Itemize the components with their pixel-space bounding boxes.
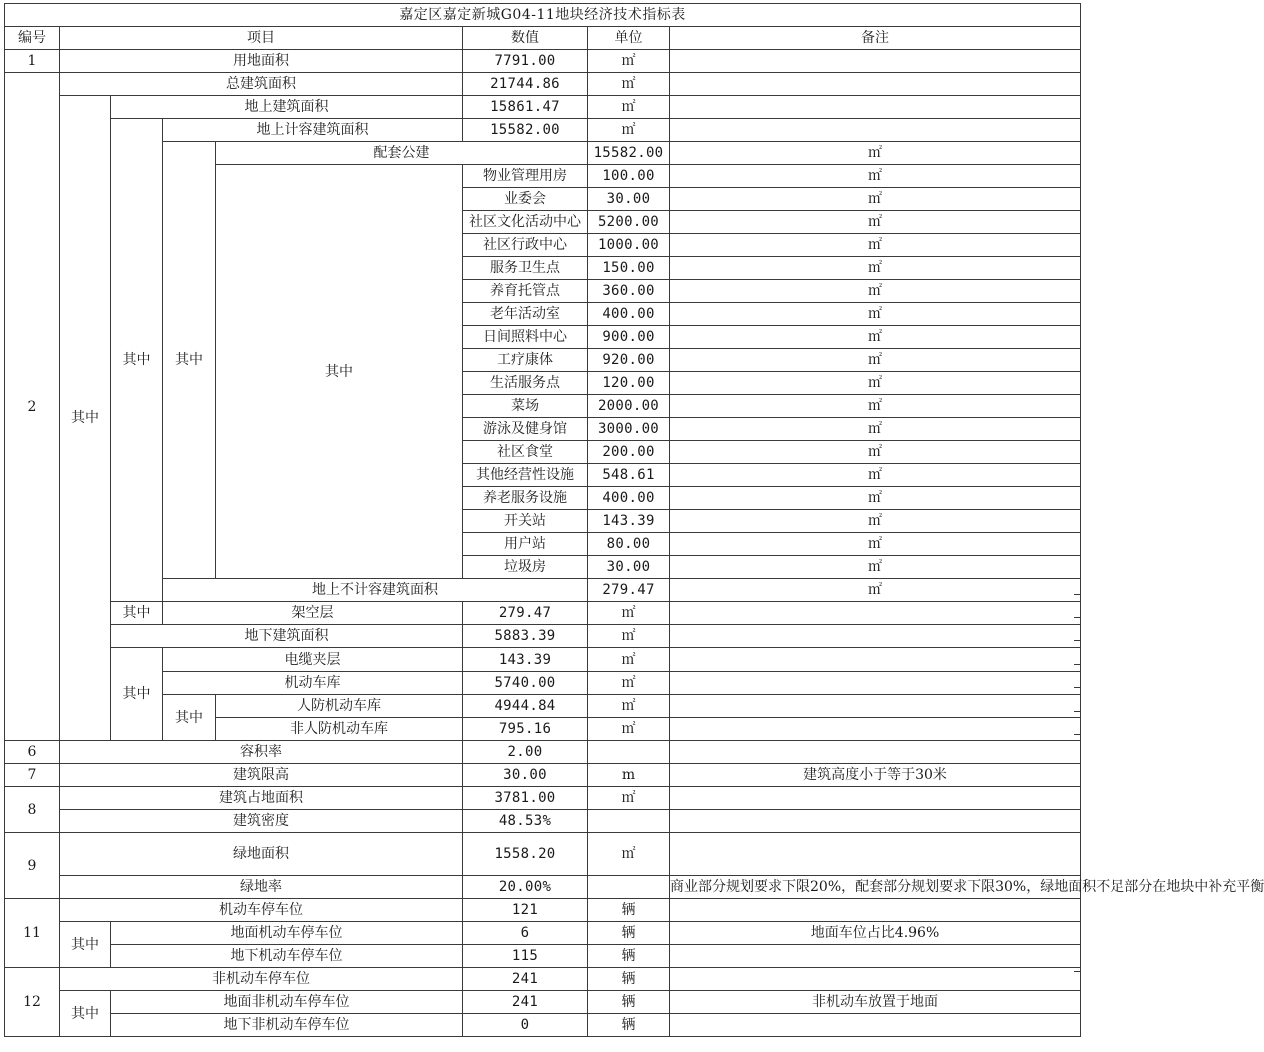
row-value: 3000.00 <box>588 418 670 441</box>
row-note <box>670 73 1081 96</box>
row-value: 1558.20 <box>463 833 588 876</box>
row-item: 用户站 <box>463 533 588 556</box>
group-label: 其中 <box>163 142 216 579</box>
row-unit: ㎡ <box>588 96 670 119</box>
row-item: 地面机动车停车位 <box>111 922 463 945</box>
row-unit: ㎡ <box>670 533 1081 556</box>
row-item: 地下非机动车停车位 <box>111 1014 463 1037</box>
row-item: 垃圾房 <box>463 556 588 579</box>
row-unit: 辆 <box>588 945 670 968</box>
row-unit: 辆 <box>588 1014 670 1037</box>
row-value: 548.61 <box>588 464 670 487</box>
row-value: 795.16 <box>463 718 588 741</box>
row-unit: ㎡ <box>588 833 670 876</box>
row-unit: 辆 <box>588 922 670 945</box>
table-row <box>5 876 1081 899</box>
row-value: 30.00 <box>463 764 588 787</box>
table-body <box>5 4 1264 1037</box>
row-note: 地面车位占比4.96% <box>670 922 1081 945</box>
row-unit: ㎡ <box>670 441 1081 464</box>
row-note <box>670 810 1081 833</box>
sheet-edge-mark <box>1074 617 1080 618</box>
row-note: 建筑高度小于等于30米 <box>670 764 1081 787</box>
row-no: 8 <box>5 787 60 833</box>
row-value: 115 <box>463 945 588 968</box>
row-note: 非机动车放置于地面 <box>670 991 1081 1014</box>
row-note <box>670 741 1081 764</box>
group-label: 其中 <box>60 922 111 968</box>
row-note <box>670 968 1081 991</box>
row-unit: ㎡ <box>670 418 1081 441</box>
row-value: 15582.00 <box>588 142 670 165</box>
header-value: 数值 <box>463 27 588 50</box>
row-unit: ㎡ <box>588 50 670 73</box>
row-unit: ㎡ <box>588 787 670 810</box>
row-value: 80.00 <box>588 533 670 556</box>
row-item: 社区食堂 <box>463 441 588 464</box>
row-value: 21744.86 <box>463 73 588 96</box>
row-value: 400.00 <box>588 303 670 326</box>
row-note <box>670 602 1081 625</box>
row-item: 地下机动车停车位 <box>111 945 463 968</box>
row-unit: ㎡ <box>588 718 670 741</box>
row-note <box>670 945 1081 968</box>
row-note <box>670 718 1081 741</box>
table-row <box>5 922 1081 945</box>
row-item: 架空层 <box>163 602 463 625</box>
row-value: 900.00 <box>588 326 670 349</box>
row-item: 社区文化活动中心 <box>463 211 588 234</box>
row-item: 业委会 <box>463 188 588 211</box>
table-row <box>5 764 1081 787</box>
row-unit: ㎡ <box>670 142 1081 165</box>
table-row <box>5 73 1081 96</box>
row-item: 电缆夹层 <box>163 648 463 672</box>
row-item: 菜场 <box>463 395 588 418</box>
row-unit: 辆 <box>588 899 670 922</box>
row-item: 建筑密度 <box>60 810 463 833</box>
row-value: 241 <box>463 968 588 991</box>
row-note <box>670 119 1081 142</box>
row-value: 5883.39 <box>463 625 588 648</box>
group-label: 其中 <box>111 119 163 602</box>
row-unit: ㎡ <box>670 349 1081 372</box>
row-unit: 辆 <box>588 991 670 1014</box>
row-value: 200.00 <box>588 441 670 464</box>
table-row <box>5 625 1081 648</box>
sheet-edge-mark <box>1074 734 1080 735</box>
table-row <box>5 579 1081 602</box>
row-unit: ㎡ <box>670 165 1081 188</box>
row-value: 121 <box>463 899 588 922</box>
row-item: 人防机动车库 <box>216 695 463 718</box>
row-note <box>670 648 1081 672</box>
row-unit: ㎡ <box>670 510 1081 533</box>
group-label: 其中 <box>60 991 111 1037</box>
row-unit: ㎡ <box>670 579 1081 602</box>
row-value: 20.00% <box>463 876 588 899</box>
table-row <box>5 142 1081 165</box>
row-unit: ㎡ <box>670 211 1081 234</box>
row-value: 2.00 <box>463 741 588 764</box>
row-unit: ㎡ <box>670 280 1081 303</box>
row-value: 279.47 <box>588 579 670 602</box>
row-unit: ㎡ <box>670 257 1081 280</box>
row-value: 279.47 <box>463 602 588 625</box>
row-note <box>670 50 1081 73</box>
row-value: 3781.00 <box>463 787 588 810</box>
table-row <box>5 945 1081 968</box>
row-item: 地上不计容建筑面积 <box>163 579 588 602</box>
table-title: 嘉定区嘉定新城G04-11地块经济技术指标表 <box>5 4 1081 27</box>
row-value: 48.53% <box>463 810 588 833</box>
row-item: 非人防机动车库 <box>216 718 463 741</box>
row-item: 机动车停车位 <box>60 899 463 922</box>
row-no: 6 <box>5 741 60 764</box>
row-item: 地上计容建筑面积 <box>163 119 463 142</box>
row-value: 5200.00 <box>588 211 670 234</box>
table-row <box>5 119 1081 142</box>
row-item: 总建筑面积 <box>60 73 463 96</box>
row-value: 15582.00 <box>463 119 588 142</box>
title-row <box>5 4 1081 27</box>
row-value: 0 <box>463 1014 588 1037</box>
sheet-edge-mark <box>1074 971 1080 972</box>
row-no: 1 <box>5 50 60 73</box>
row-value: 143.39 <box>588 510 670 533</box>
header-unit: 单位 <box>588 27 670 50</box>
row-value: 360.00 <box>588 280 670 303</box>
sheet-edge-mark <box>1074 711 1080 712</box>
row-unit: ㎡ <box>670 395 1081 418</box>
group-label: 其中 <box>111 602 163 625</box>
row-item: 服务卫生点 <box>463 257 588 280</box>
row-value: 241 <box>463 991 588 1014</box>
row-value: 143.39 <box>463 648 588 672</box>
row-unit: ㎡ <box>670 326 1081 349</box>
table-row <box>5 648 1081 672</box>
row-item: 地上建筑面积 <box>111 96 463 119</box>
group-label: 其中 <box>216 165 463 579</box>
row-value: 30.00 <box>588 556 670 579</box>
row-unit: m <box>588 764 670 787</box>
row-note <box>670 695 1081 718</box>
row-value: 6 <box>463 922 588 945</box>
indicator-table <box>4 3 1264 1037</box>
row-no: 11 <box>5 899 60 968</box>
table-row <box>5 810 1081 833</box>
row-unit: ㎡ <box>670 303 1081 326</box>
sheet-edge-mark <box>1074 640 1080 641</box>
row-unit: ㎡ <box>588 695 670 718</box>
row-unit: ㎡ <box>670 188 1081 211</box>
header-row <box>5 27 1081 50</box>
row-no: 12 <box>5 968 60 1037</box>
row-unit: ㎡ <box>670 556 1081 579</box>
row-item: 建筑限高 <box>60 764 463 787</box>
row-unit: ㎡ <box>588 602 670 625</box>
row-unit: ㎡ <box>670 487 1081 510</box>
row-unit: ㎡ <box>588 625 670 648</box>
row-note <box>670 672 1081 695</box>
header-note: 备注 <box>670 27 1081 50</box>
row-value: 30.00 <box>588 188 670 211</box>
row-item: 地下建筑面积 <box>111 625 463 648</box>
table-row <box>5 96 1081 119</box>
row-item: 工疗康体 <box>463 349 588 372</box>
row-item: 非机动车停车位 <box>60 968 463 991</box>
indicator-table-sheet <box>4 3 1264 1052</box>
row-unit <box>588 810 670 833</box>
row-note <box>670 96 1081 119</box>
row-value: 920.00 <box>588 349 670 372</box>
group-label: 其中 <box>163 695 216 741</box>
row-value: 4944.84 <box>463 695 588 718</box>
row-value: 2000.00 <box>588 395 670 418</box>
table-row <box>5 741 1081 764</box>
table-row <box>5 899 1081 922</box>
row-note <box>670 833 1081 876</box>
group-label: 其中 <box>111 648 163 741</box>
table-row <box>5 1014 1081 1037</box>
row-unit: ㎡ <box>588 672 670 695</box>
row-item: 其他经营性设施 <box>463 464 588 487</box>
row-item: 绿地面积 <box>60 833 463 876</box>
table-row <box>5 968 1081 991</box>
header-item: 项目 <box>60 27 463 50</box>
row-item: 老年活动室 <box>463 303 588 326</box>
header-no: 编号 <box>5 27 60 50</box>
row-note: 商业部分规划要求下限20%，配套部分规划要求下限30%，绿地面积不足部分在地块中补充平衡 <box>670 876 1081 899</box>
row-unit: ㎡ <box>588 648 670 672</box>
row-item: 配套公建 <box>216 142 588 165</box>
row-item: 用地面积 <box>60 50 463 73</box>
row-note <box>670 787 1081 810</box>
table-row <box>5 787 1081 810</box>
row-value: 120.00 <box>588 372 670 395</box>
table-row <box>5 50 1081 73</box>
row-unit: ㎡ <box>588 73 670 96</box>
row-note <box>670 1014 1081 1037</box>
row-item: 机动车库 <box>163 672 463 695</box>
row-unit: ㎡ <box>670 372 1081 395</box>
table-row <box>5 602 1081 625</box>
table-row <box>5 672 1081 695</box>
row-item: 生活服务点 <box>463 372 588 395</box>
row-item: 日间照料中心 <box>463 326 588 349</box>
row-note <box>670 625 1081 648</box>
table-row <box>5 833 1081 876</box>
row-item: 养育托管点 <box>463 280 588 303</box>
row-no: 7 <box>5 764 60 787</box>
row-value: 1000.00 <box>588 234 670 257</box>
row-item: 养老服务设施 <box>463 487 588 510</box>
row-unit <box>588 741 670 764</box>
sheet-edge-mark <box>1074 664 1080 665</box>
row-value: 15861.47 <box>463 96 588 119</box>
row-item: 物业管理用房 <box>463 165 588 188</box>
row-no: 2 <box>5 73 60 741</box>
sheet-edge-mark <box>1074 687 1080 688</box>
table-row <box>5 695 1081 718</box>
row-value: 400.00 <box>588 487 670 510</box>
row-value: 150.00 <box>588 257 670 280</box>
row-item: 社区行政中心 <box>463 234 588 257</box>
row-item: 开关站 <box>463 510 588 533</box>
row-value: 100.00 <box>588 165 670 188</box>
row-no: 9 <box>5 833 60 899</box>
row-value: 7791.00 <box>463 50 588 73</box>
row-value: 5740.00 <box>463 672 588 695</box>
row-item: 容积率 <box>60 741 463 764</box>
row-unit: ㎡ <box>670 464 1081 487</box>
row-item: 地面非机动车停车位 <box>111 991 463 1014</box>
row-unit: ㎡ <box>670 234 1081 257</box>
row-unit <box>588 876 670 899</box>
row-item: 建筑占地面积 <box>60 787 463 810</box>
row-item: 游泳及健身馆 <box>463 418 588 441</box>
sheet-edge-mark <box>1074 594 1080 595</box>
row-note <box>670 899 1081 922</box>
row-unit: 辆 <box>588 968 670 991</box>
row-item: 绿地率 <box>60 876 463 899</box>
row-unit: ㎡ <box>588 119 670 142</box>
group-label: 其中 <box>60 96 111 741</box>
table-row <box>5 991 1081 1014</box>
